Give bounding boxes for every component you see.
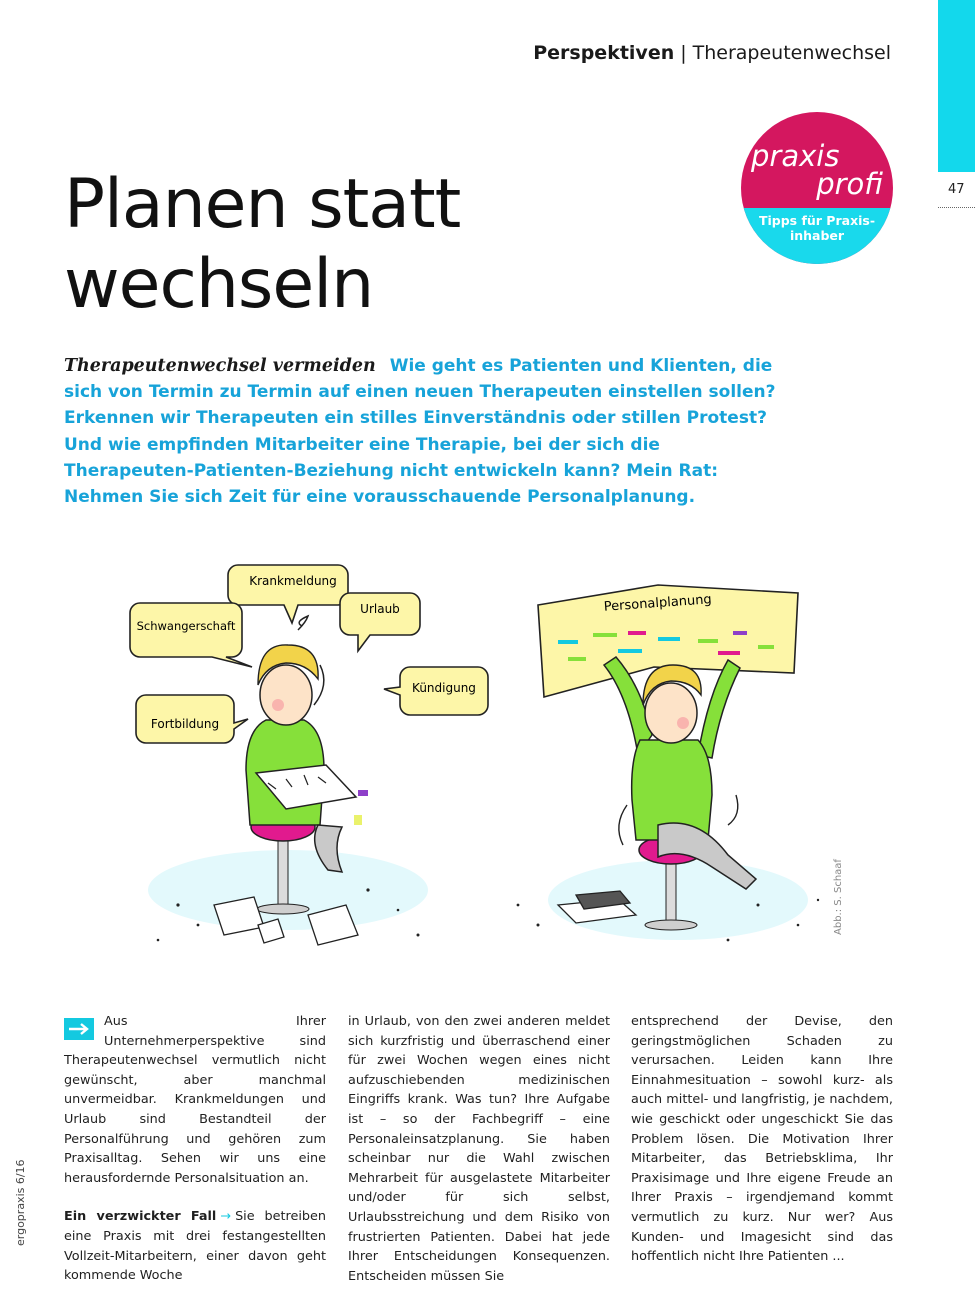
body-columns xyxy=(64,1012,893,1284)
header-topic: Therapeutenwechsel xyxy=(692,42,891,64)
lead-kicker: Therapeutenwechsel vermeiden xyxy=(64,356,376,376)
case-paragraph xyxy=(64,1207,326,1285)
speech-bubble-krankmeldung xyxy=(228,565,348,623)
badge-line2: profi xyxy=(816,167,883,201)
speech-bubble-fortbildung xyxy=(136,695,248,743)
bubble-krankmeldung-label: Krankmeldung xyxy=(249,574,337,588)
body-column-2 xyxy=(348,1012,610,1286)
start-arrow-icon xyxy=(64,1018,94,1040)
bubble-kuendigung-label: Kündigung xyxy=(412,681,476,695)
title-line1: Planen statt xyxy=(64,165,461,244)
speech-bubble-schwangerschaft xyxy=(130,603,252,667)
title-line2: wechseln xyxy=(64,245,374,324)
poster-title: Personalplanung xyxy=(603,592,713,615)
issue-reference: ergopraxis 6/16 xyxy=(14,1159,27,1246)
badge-subtitle-line1: Tipps für Praxis- xyxy=(758,213,876,228)
article-title xyxy=(64,165,460,325)
praxisprofi-badge xyxy=(741,112,893,264)
bubble-urlaub-label: Urlaub xyxy=(360,602,400,616)
column-2-text: in Urlaub, von den zwei anderen meldet sich kurzfristig und überraschend einer für zwei Wochen wegen eines nicht aufzuschiebenden medizinischen Eingriffs krank. Was tun? Ihre Aufgabe ist – so der Fachbegriff – eine Personaleinsatzplanung. Sie haben scheinbar nur die Wahl zwischen Mehrarbeit für ausgelastete Mitarbeiter und/oder für sich selbst, Urlaubsstreichung und dem Risiko von frustrierten Patienten. Dabei hat jede Ihrer Entscheidungen Konsequenzen. Entscheiden müssen Sie xyxy=(348,1014,610,1284)
header-separator: | xyxy=(680,42,687,64)
body-column-3 xyxy=(631,1012,893,1267)
running-header xyxy=(533,42,891,64)
image-credit: Abb.: S. Schaaf xyxy=(833,859,844,935)
case-text: Sie betreiben eine Praxis mit drei festangestellten Vollzeit-Mitarbeitern, einer davon geht kommende Woche xyxy=(64,1209,326,1284)
bubble-fortbildung-label: Fortbildung xyxy=(150,717,220,731)
page-number: 47 xyxy=(948,182,965,197)
bubble-schwangerschaft-label: Schwangerschaft xyxy=(136,619,236,633)
badge-subtitle xyxy=(741,213,893,243)
body-column-1 xyxy=(64,1012,326,1286)
subhead-arrow-icon: → xyxy=(220,1209,232,1225)
case-subhead: Ein verzwickter Fall xyxy=(64,1209,217,1225)
speech-bubble-kuendigung xyxy=(384,667,488,715)
column-3-text: entsprechend der Devise, den geringstmöglichen Schaden zu verursachen. Leiden kann Ihre Einnahmesituation – sowohl kurz- als auch mittel- und langfristig, je nachdem, wie geschickt oder ungeschickt Sie das Problem lösen. Die Motivation Ihrer Mitarbeiter, das Betriebsklima, Ihr Praxisimage und Ihre eigene Freude an Ihrer Praxis – irgendjemand kommt vermutlich zu kurz. Nur wer? Aus Kunden- und Imagesicht sind das hoffentlich nicht Ihre Patienten ... xyxy=(631,1014,893,1265)
page-number-rule xyxy=(938,207,975,208)
intro-paragraph: Aus Ihrer Unternehmerperspektive sind Therapeutenwechsel vermutlich nicht gewünscht, aber manchmal unvermeidbar. Krankmeldungen und Urlaub sind Bestandteil der Personalführung und gehören zum Praxisalltag. Sehen wir uns eine herausfordernde Personalsituation an. xyxy=(64,1014,326,1186)
cyan-page-tab xyxy=(938,0,975,172)
speech-bubble-urlaub xyxy=(340,593,420,651)
header-section: Perspektiven xyxy=(533,42,675,64)
lead-text: Wie geht es Patienten und Klienten, die sich von Termin zu Termin auf einen neuen Therapeuten einstellen sollen? Erkennen wir Therapeuten ein stilles Einverständnis oder stillen Protest? Und wie empfinden Mitarbeiter eine Therapie, bei der sich die Therapeuten-Patienten-Beziehung nicht entwickeln kann? Mein Rat: Nehmen Sie sich Zeit für eine vorausschauende Personalplanung. xyxy=(64,356,776,508)
lead-paragraph xyxy=(64,353,790,510)
badge-subtitle-line2: inhaber xyxy=(789,228,845,243)
badge-line1: praxis xyxy=(751,139,840,173)
cartoon-illustration xyxy=(118,545,858,960)
